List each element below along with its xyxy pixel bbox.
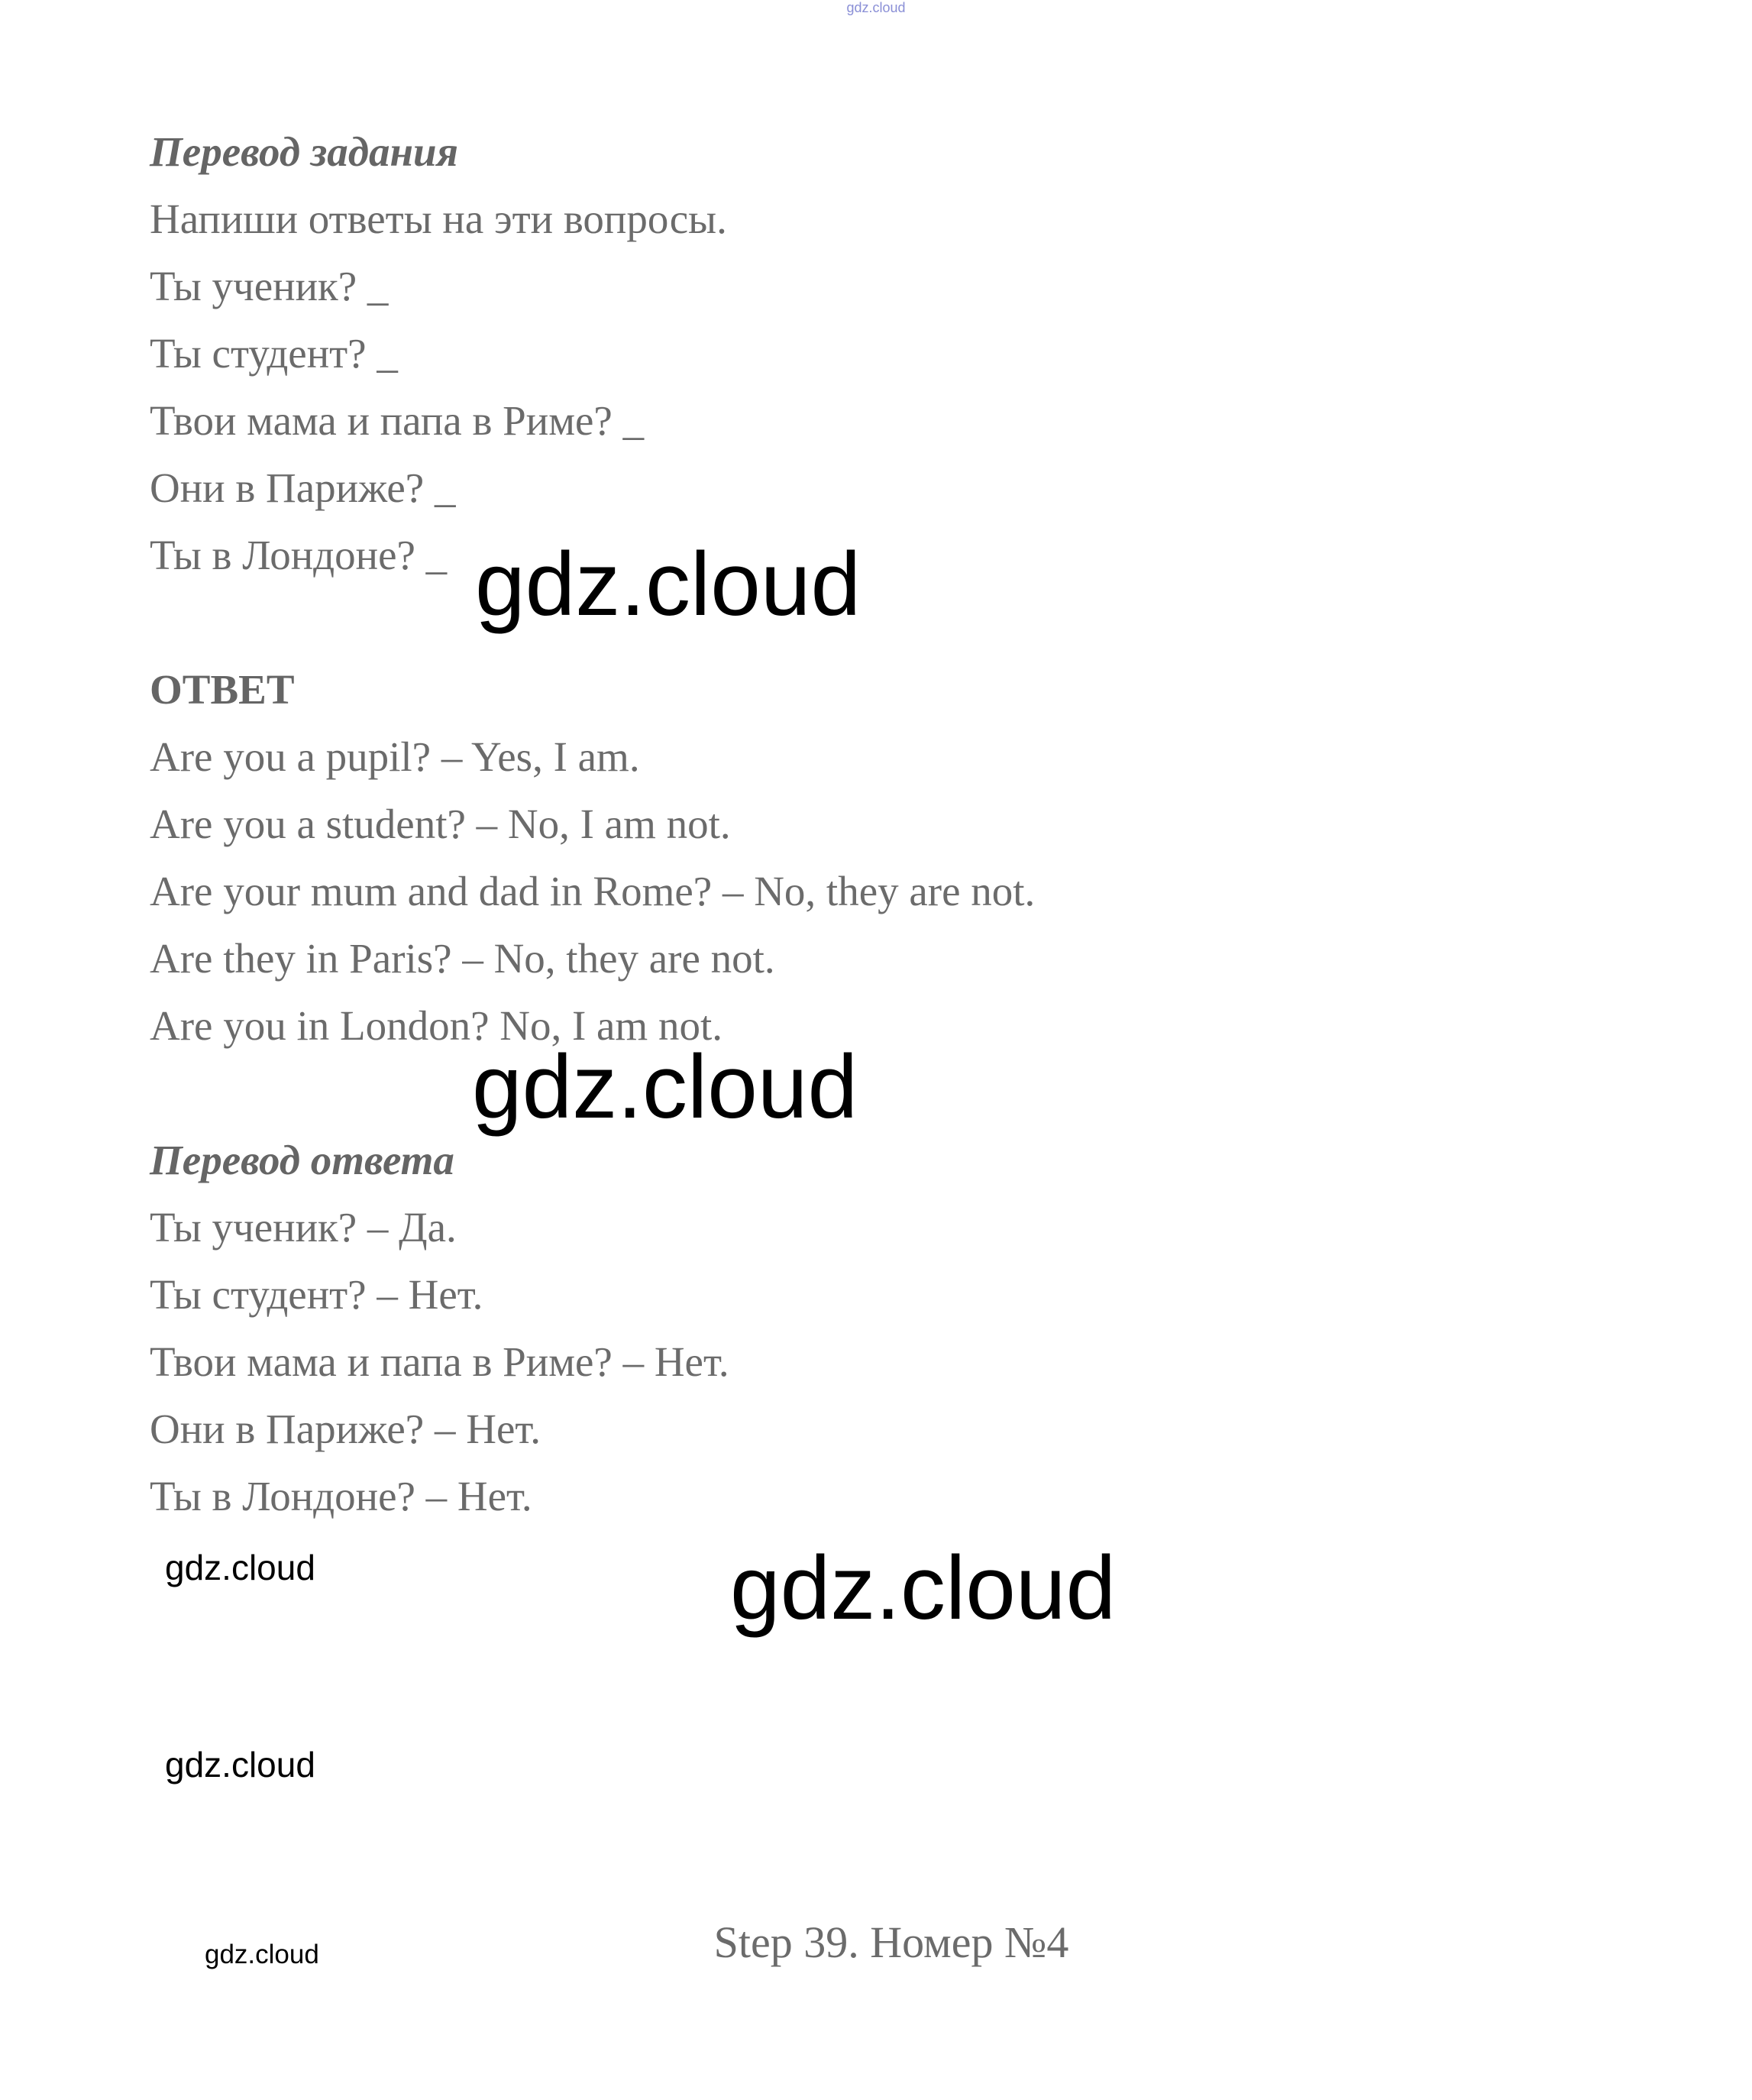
answer-line: Are your mum and dad in Rome? – No, they are not. [150, 868, 1036, 914]
task-line: Ты ученик? _ [150, 263, 389, 309]
watermark-small: gdz.cloud [205, 1940, 319, 1969]
answer-line: Are you a pupil? – Yes, I am. [150, 733, 640, 780]
watermark-large: gdz.cloud [475, 534, 861, 635]
task-translation-heading: Перевод задания [150, 128, 458, 175]
answer-translation-line: Ты студент? – Нет. [150, 1271, 483, 1318]
task-line: Ты студент? _ [150, 330, 398, 377]
answer-heading: ОТВЕТ [150, 666, 295, 713]
task-line: Они в Париже? _ [150, 464, 456, 511]
watermark-large: gdz.cloud [730, 1538, 1117, 1639]
task-line: Ты в Лондоне? _ [150, 532, 448, 578]
task-line: Напиши ответы на эти вопросы. [150, 196, 727, 242]
answer-translation-heading: Перевод ответа [150, 1137, 454, 1183]
task-line: Твои мама и папа в Риме? _ [150, 397, 645, 444]
watermark-large: gdz.cloud [472, 1037, 858, 1137]
answer-line: Are you in London? No, I am not. [150, 1002, 722, 1049]
watermark-small: gdz.cloud [165, 1548, 315, 1587]
answer-translation-line: Ты в Лондоне? – Нет. [150, 1473, 532, 1519]
answer-translation-line: Твои мама и папа в Риме? – Нет. [150, 1338, 729, 1385]
top-watermark: gdz.cloud [846, 0, 906, 15]
answer-translation-line: Ты ученик? – Да. [150, 1204, 457, 1251]
page-footer: Step 39. Номер №4 [713, 1917, 1069, 1967]
watermark-small: gdz.cloud [165, 1745, 315, 1785]
answer-line: Are they in Paris? – No, they are not. [150, 935, 775, 982]
answer-translation-line: Они в Париже? – Нет. [150, 1406, 541, 1452]
answer-line: Are you a student? – No, I am not. [150, 801, 731, 847]
